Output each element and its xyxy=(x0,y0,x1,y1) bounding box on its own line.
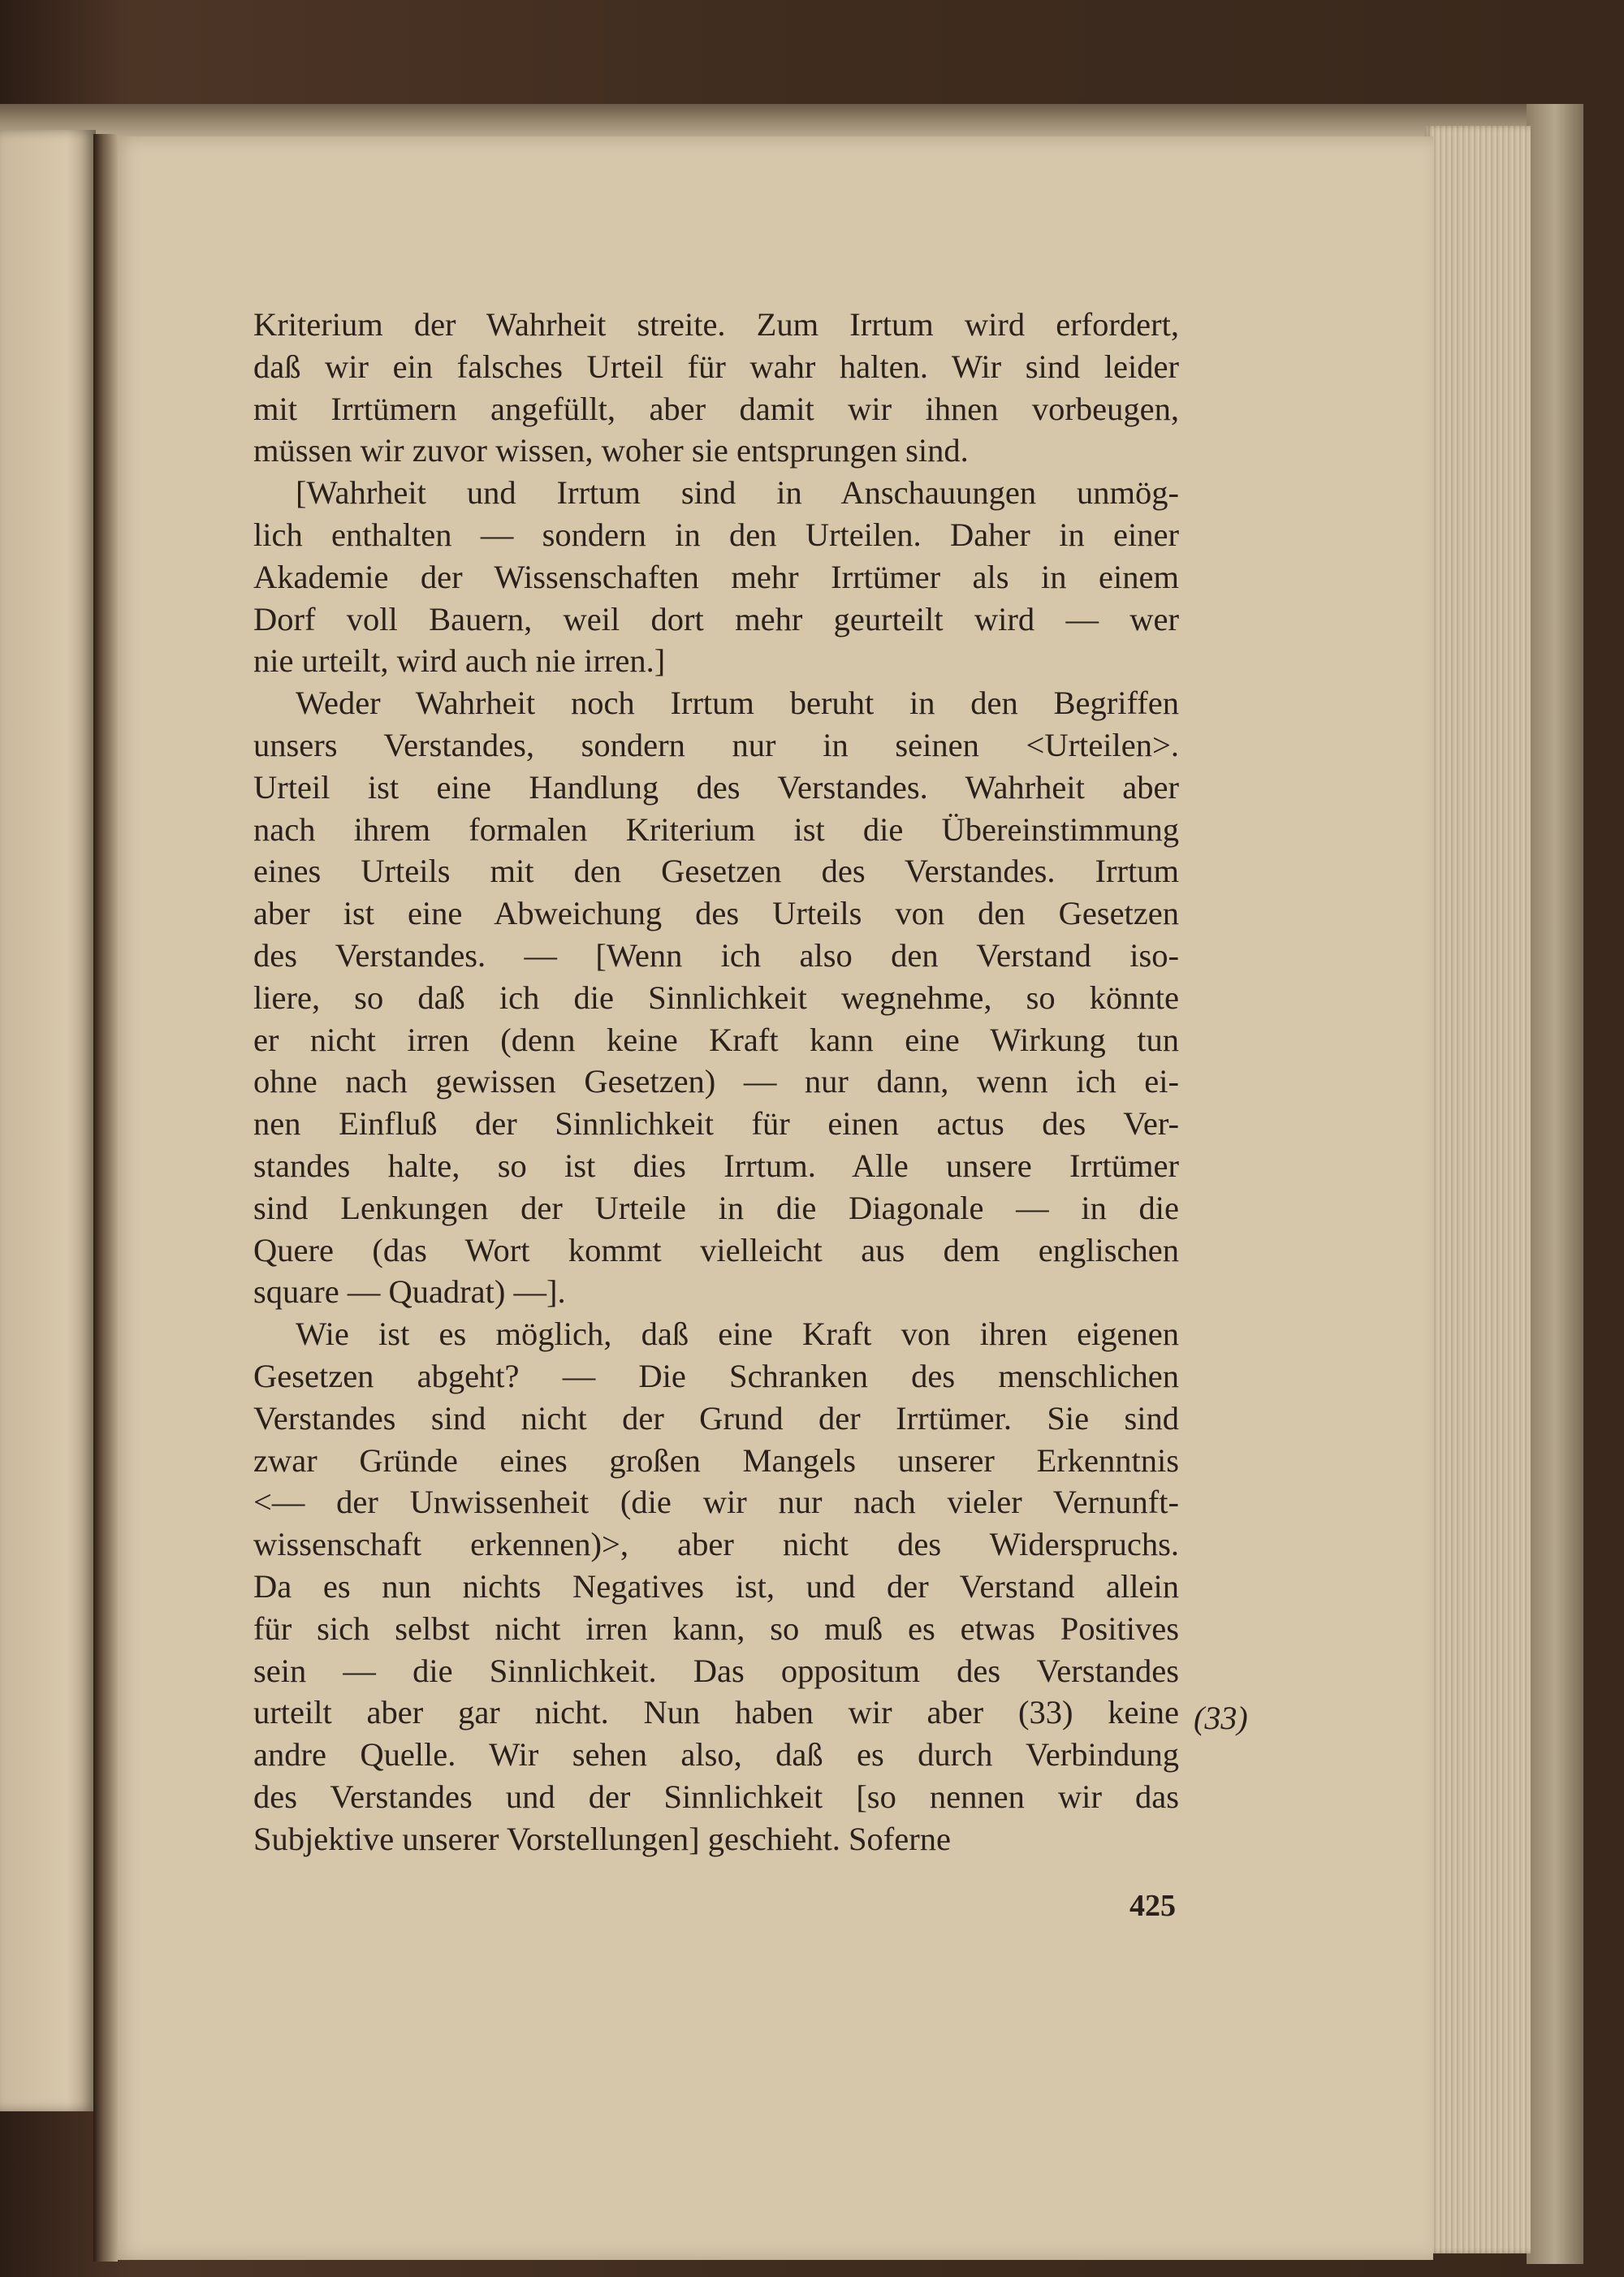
text-line: des Verstandes. — [Wenn ich also den Verstand iso- xyxy=(253,936,1179,974)
text-line: standes halte, so ist dies Irrtum. Alle unsere Irrtümer xyxy=(253,1147,1179,1184)
text-line: nen Einfluß der Sinnlichkeit für einen actus des Ver- xyxy=(253,1105,1179,1143)
text-line: aber ist eine Abweichung des Urteils von den Gesetzen xyxy=(253,895,1179,932)
text-line: zwar Gründe eines großen Mangels unserer Erkenntnis xyxy=(253,1441,1179,1479)
text-line: er nicht irren (denn keine Kraft kann eine Wirkung tun xyxy=(253,1021,1179,1058)
text-line: Subjektive unserer Vorstellungen] geschieht. Soferne xyxy=(253,1820,951,1857)
text-line: wissenschaft erkennen)>, aber nicht des Widerspruchs. xyxy=(253,1526,1179,1563)
text-line: mit Irrtümern angefüllt, aber damit wir ihnen vorbeugen, xyxy=(253,390,1179,427)
page-number: 425 xyxy=(1129,1889,1176,1923)
book-cover-right xyxy=(1527,104,1583,2264)
text-line: Quere (das Wort kommt vielleicht aus dem englischen xyxy=(253,1231,1179,1268)
text-line: Kriterium der Wahrheit streite. Zum Irrtum wird erfordert, xyxy=(253,306,1179,343)
text-line: [Wahrheit und Irrtum sind in Anschauungen unmög- xyxy=(296,474,1179,512)
book-gutter xyxy=(93,134,118,2262)
text-line: Akademie der Wissenschaften mehr Irrtümer als in einem xyxy=(253,558,1179,595)
text-line: Wie ist es möglich, daß eine Kraft von ihren eigenen xyxy=(296,1316,1179,1353)
book-cover-top xyxy=(0,104,1575,136)
body-text xyxy=(253,304,1179,1860)
text-line: <— der Unwissenheit (die wir nur nach vieler Vernunft- xyxy=(253,1484,1179,1521)
text-line: square — Quadrat) —]. xyxy=(253,1273,566,1311)
text-line: nach ihrem formalen Kriterium ist die Übereinstimmung xyxy=(253,810,1179,848)
text-line: für sich selbst nicht irren kann, so muß es etwas Positives xyxy=(253,1609,1179,1647)
text-line: sein — die Sinnlichkeit. Das oppositum des Verstandes xyxy=(253,1652,1179,1689)
text-line: lich enthalten — sondern in den Urteilen. Daher in einer xyxy=(253,516,1179,553)
text-line: Dorf voll Bauern, weil dort mehr geurteilt wird — wer xyxy=(253,600,1179,637)
margin-note: (33) xyxy=(1194,1700,1248,1736)
left-page-edge xyxy=(0,130,96,2111)
text-line: müssen wir zuvor wissen, woher sie entsprungen sind. xyxy=(253,432,969,469)
text-line: nie urteilt, wird auch nie irren.] xyxy=(253,642,666,680)
text-line: Verstandes sind nicht der Grund der Irrtümer. Sie sind xyxy=(253,1399,1179,1437)
text-line: sind Lenkungen der Urteile in die Diagonale — in die xyxy=(253,1189,1179,1226)
text-line: des Verstandes und der Sinnlichkeit [so nennen wir das xyxy=(253,1778,1179,1815)
text-line: daß wir ein falsches Urteil für wahr halten. Wir sind leider xyxy=(253,348,1179,385)
text-line: Da es nun nichts Negatives ist, und der Verstand allein xyxy=(253,1567,1179,1605)
text-line: Urteil ist eine Handlung des Verstandes. Wahrheit aber xyxy=(253,768,1179,806)
page-edges xyxy=(1425,126,1531,2253)
text-line: Weder Wahrheit noch Irrtum beruht in den Begriffen xyxy=(296,685,1179,722)
text-line: liere, so daß ich die Sinnlichkeit wegnehme, so könnte xyxy=(253,979,1179,1016)
text-line: Gesetzen abgeht? — Die Schranken des menschlichen xyxy=(253,1357,1179,1394)
text-line: urteilt aber gar nicht. Nun haben wir aber (33) keine xyxy=(253,1694,1179,1731)
text-line: unsers Verstandes, sondern nur in seinen <Urteilen>. xyxy=(253,726,1179,763)
text-line: eines Urteils mit den Gesetzen des Verstandes. Irrtum xyxy=(253,853,1179,890)
text-line: ohne nach gewissen Gesetzen) — nur dann, wenn ich ei- xyxy=(253,1063,1179,1100)
text-line: andre Quelle. Wir sehen also, daß es durch Verbindung xyxy=(253,1736,1179,1774)
